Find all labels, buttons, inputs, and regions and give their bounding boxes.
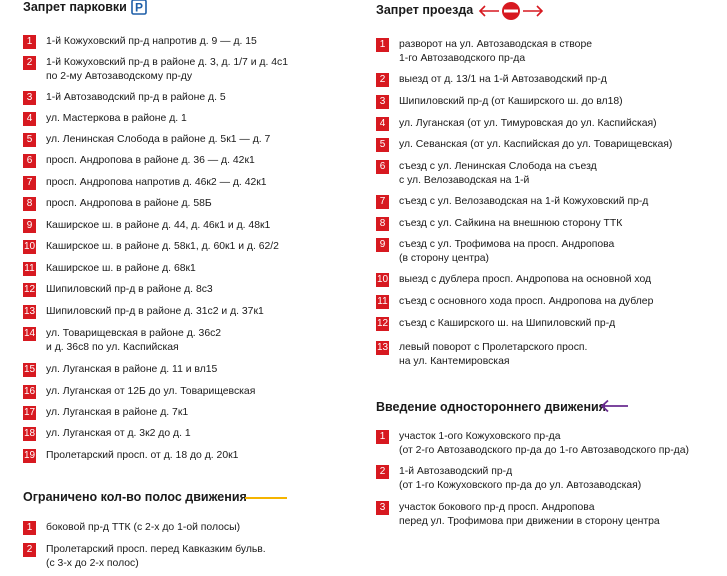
item-number-badge: 10 — [23, 241, 36, 252]
item-text: Каширское ш. в районе д. 58к1, д. 60к1 и д. 62/2 — [46, 241, 279, 252]
passage-list-item — [376, 238, 614, 266]
passage-list-item — [376, 317, 615, 331]
item-text: Каширское ш. в районе д. 68к1 — [46, 263, 196, 274]
item-text: ул. Луганская (от ул. Тимуровская до ул. Каспийская) — [399, 118, 657, 129]
parking-list-item — [23, 112, 187, 126]
one-way-arrow-icon — [600, 399, 630, 413]
item-text: участок 1-ого Кожуховского пр-да (от 2-го Автозаводского пр-да до 1-го Автозаводского пр-да) — [399, 431, 689, 456]
item-number-badge: 19 — [23, 450, 36, 461]
item-number-badge: 7 — [376, 195, 389, 209]
item-text: ул. Луганская в районе д. 11 и вл15 — [46, 364, 218, 375]
item-number-badge: 1 — [23, 521, 36, 535]
parking-list-item — [23, 133, 270, 147]
svg-text:P: P — [134, 0, 144, 15]
item-number-badge: 6 — [376, 160, 389, 174]
item-text: выезд с дублера просп. Андропова на основной ход — [399, 274, 652, 285]
item-number-badge: 12 — [376, 318, 389, 329]
parking-list-item — [23, 35, 257, 49]
parking-heading: Запрет парковки — [23, 0, 127, 14]
item-number-badge: 11 — [24, 263, 35, 274]
parking-sign-icon — [131, 0, 147, 15]
item-number-badge: 7 — [23, 176, 36, 190]
parking-list-item — [23, 427, 191, 441]
item-number-badge: 6 — [23, 154, 36, 168]
oneway-list-item — [376, 501, 660, 529]
item-text: Каширское ш. в районе д. 44, д. 46к1 и д. 48к1 — [46, 220, 271, 231]
lanes-list-item — [23, 521, 240, 535]
item-text: съезд с ул. Ленинская Слобода на съезд с ул. Велозаводская на 1-й — [399, 161, 597, 186]
item-number-badge: 15 — [23, 364, 36, 375]
oneway-list-item — [376, 430, 689, 458]
oneway-list-item — [376, 465, 641, 493]
item-number-badge: 4 — [23, 112, 36, 126]
passage-list-item — [376, 273, 651, 287]
parking-list-item — [23, 154, 255, 168]
parking-list-item — [23, 385, 255, 399]
parking-list-item — [23, 56, 288, 84]
passage-list-item — [376, 195, 648, 209]
parking-list-item — [23, 219, 270, 233]
item-text: просп. Андропова в районе д. 36 — д. 42к1 — [46, 155, 255, 166]
item-number-badge: 17 — [23, 407, 36, 418]
item-number-badge: 1 — [23, 35, 36, 49]
parking-list-item — [23, 363, 217, 377]
item-text: съезд с Каширского ш. на Шипиловский пр-д — [399, 318, 616, 329]
lanes-heading: Ограничено кол-во полос движения — [23, 490, 247, 504]
passage-list-item — [376, 38, 592, 66]
passage-list-item — [376, 217, 622, 231]
item-text: Шипиловский пр-д в районе д. 8с3 — [46, 284, 213, 295]
item-text: ул. Мастеркова в районе д. 1 — [46, 113, 187, 124]
parking-list-item — [23, 406, 188, 420]
item-text: боковой пр-д ТТК (с 2-х до 1-ой полосы) — [46, 522, 241, 533]
item-text: ул. Луганская от д. 3к2 до д. 1 — [46, 428, 191, 439]
item-number-badge: 2 — [376, 73, 389, 87]
item-text: Шипиловский пр-д (от Каширского ш. до вл18) — [399, 96, 623, 107]
parking-list-item — [23, 240, 279, 254]
item-text: ул. Ленинская Слобода в районе д. 5к1 — д. 7 — [46, 134, 271, 145]
item-number-badge: 2 — [376, 465, 389, 479]
item-text: просп. Андропова в районе д. 58Б — [46, 198, 212, 209]
lane-restriction-line-icon — [245, 496, 287, 500]
item-text: съезд с ул. Сайкина на внешнюю сторону ТТК — [399, 218, 623, 229]
item-number-badge: 2 — [23, 56, 36, 70]
passage-list-item — [376, 138, 672, 152]
passage-list-item — [376, 341, 587, 369]
item-number-badge: 2 — [23, 543, 36, 557]
item-text: левый поворот с Пролетарского просп. на ул. Кантемировская — [399, 342, 588, 367]
parking-list-item — [23, 91, 226, 105]
item-text: выезд от д. 13/1 на 1-й Автозаводский пр-д — [399, 74, 607, 85]
item-text: ул. Севанская (от ул. Каспийская до ул. Товарищевская) — [399, 139, 673, 150]
item-number-badge: 8 — [376, 217, 389, 231]
item-number-badge: 8 — [23, 197, 36, 211]
item-number-badge: 12 — [23, 284, 36, 295]
item-text: съезд с основного хода просп. Андропова на дублер — [399, 296, 654, 307]
item-text: просп. Андропова напротив д. 46к2 — д. 42к1 — [46, 177, 267, 188]
parking-list-item — [23, 176, 267, 190]
passage-list-item — [376, 160, 597, 188]
item-text: ул. Луганская в районе д. 7к1 — [46, 407, 189, 418]
item-text: разворот на ул. Автозаводская в створе 1-го Автозаводского пр-да — [399, 39, 593, 64]
item-number-badge: 9 — [376, 238, 389, 252]
item-number-badge: 5 — [376, 138, 389, 152]
item-text: 1-й Автозаводский пр-д в районе д. 5 — [46, 92, 226, 103]
item-number-badge: 10 — [376, 274, 389, 285]
item-number-badge: 13 — [23, 306, 36, 317]
item-number-badge: 18 — [23, 428, 36, 439]
passage-list-item — [376, 73, 607, 87]
item-number-badge: 3 — [23, 91, 36, 105]
item-text: 1-й Автозаводский пр-д (от 1-го Кожуховского пр-да до ул. Автозаводская) — [399, 466, 642, 491]
parking-list-item — [23, 283, 213, 297]
item-number-badge: 3 — [376, 501, 389, 515]
passage-list-item — [376, 95, 623, 109]
passage-list-item — [376, 117, 657, 131]
item-text: Пролетарский просп. от д. 18 до д. 20к1 — [46, 450, 239, 461]
item-text: Шипиловский пр-д в районе д. 31с2 и д. 37к1 — [46, 306, 264, 317]
item-text: 1-й Кожуховский пр-д напротив д. 9 — д. 15 — [46, 36, 257, 47]
passage-heading: Запрет проезда — [376, 3, 474, 17]
item-text: Пролетарский просп. перед Кавказким бульв. (с 3-х до 2-х полос) — [46, 544, 266, 569]
item-text: ул. Луганская от 12Б до ул. Товарищевская — [46, 386, 256, 397]
item-number-badge: 5 — [23, 133, 36, 147]
no-entry-icon — [478, 1, 544, 21]
parking-list-item — [23, 262, 196, 276]
item-number-badge: 14 — [23, 328, 36, 339]
item-text: 1-й Кожуховский пр-д в районе д. 3, д. 1/7 и д. 4с1 по 2-му Автозаводскому пр-ду — [46, 57, 289, 82]
parking-list-item — [23, 305, 264, 319]
item-text: ул. Товарищевская в районе д. 36с2 и д. 36с8 по ул. Каспийская — [46, 328, 222, 353]
oneway-heading: Введение одностороннего движения — [376, 400, 606, 414]
passage-list-item — [376, 295, 653, 309]
item-text: съезд с ул. Трофимова на просп. Андропова (в сторону центра) — [399, 239, 615, 264]
parking-list-item — [23, 449, 238, 463]
item-text: участок бокового пр-д просп. Андропова перед ул. Трофимова при движении в сторону центра — [399, 502, 660, 527]
item-number-badge: 11 — [377, 296, 388, 307]
item-number-badge: 1 — [376, 430, 389, 444]
item-number-badge: 16 — [23, 386, 36, 397]
item-text: съезд с ул. Велозаводская на 1-й Кожуховский пр-д — [399, 196, 649, 207]
item-number-badge: 3 — [376, 95, 389, 109]
item-number-badge: 1 — [376, 38, 389, 52]
lanes-list-item — [23, 543, 266, 571]
parking-list-item — [23, 197, 212, 211]
item-number-badge: 9 — [23, 219, 36, 233]
item-number-badge: 4 — [376, 117, 389, 131]
item-number-badge: 13 — [376, 342, 389, 353]
parking-list-item — [23, 327, 221, 355]
